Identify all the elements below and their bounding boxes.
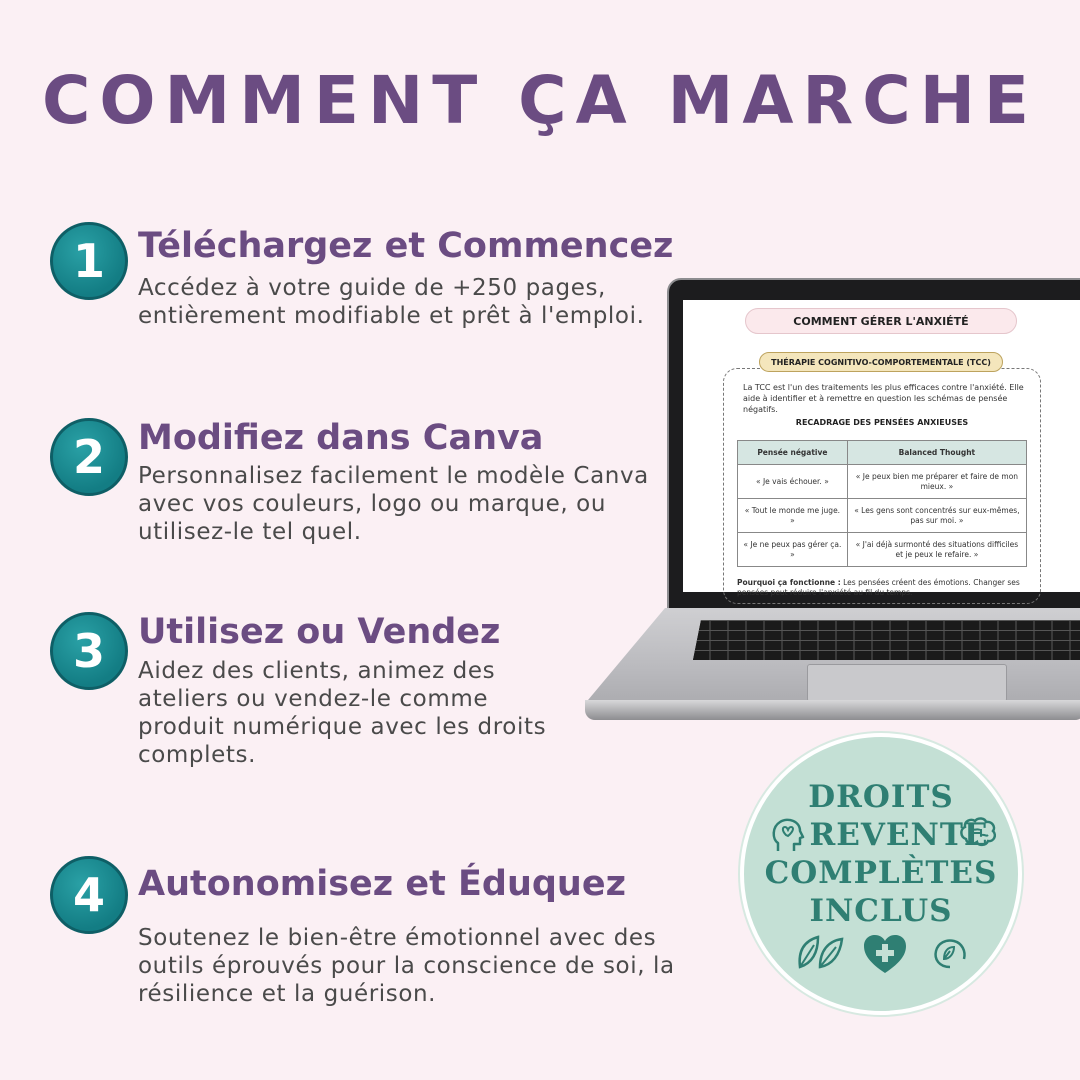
badge-line: INCLUS (809, 893, 953, 929)
step-description: Soutenez le bien-être émotionnel avec des outils éprouvés pour la conscience de soi, la résilience et la guérison. (138, 925, 675, 1007)
badge-line: REVENTE (809, 817, 989, 853)
laptop-keyboard (693, 620, 1080, 660)
sprout-icon (930, 933, 970, 973)
badge-line: COMPLÈTES (764, 855, 998, 891)
step-number-badge: 3 (50, 612, 128, 690)
step-description: Accédez à votre guide de +250 pages, entièrement modifiable et prêt à l'emploi. (138, 275, 645, 329)
step-title: Autonomisez et Éduquez (138, 864, 626, 904)
step-description: Personnalisez facilement le modèle Canva avec vos couleurs, logo ou marque, ou utilisez-le tel quel. (138, 463, 649, 545)
table-header: Pensée négative (738, 441, 848, 465)
step-description: Aidez des clients, animez des ateliers ou vendez-le comme produit numérique avec les droits complets. (138, 658, 547, 768)
head-heart-icon (768, 815, 808, 855)
step-title: Téléchargez et Commencez (138, 226, 674, 266)
table-row (738, 465, 1027, 499)
table-cell: « Je vais échouer. » (738, 465, 848, 499)
document-heading: COMMENT GÉRER L'ANXIÉTÉ (745, 308, 1017, 334)
table-row (738, 533, 1027, 567)
document-footer (737, 578, 1037, 598)
step-number-badge: 4 (50, 856, 128, 934)
laptop-lid (667, 278, 1080, 616)
document-intro: La TCC est l'un des traitements les plus efficaces contre l'anxiété. Elle aide à identifier et à remettre en question les schémas de pensée négatifs. (743, 383, 1024, 414)
brain-icon (958, 815, 998, 849)
step-title: Modifiez dans Canva (138, 418, 544, 458)
resale-rights-badge (740, 733, 1022, 1015)
table-row (738, 499, 1027, 533)
leaves-icon (794, 927, 846, 971)
page-title: COMMENT ÇA MARCHE (41, 62, 1039, 139)
laptop-base-edge (585, 700, 1080, 720)
table-header: Balanced Thought (847, 441, 1026, 465)
document-tag: THÉRAPIE COGNITIVO-COMPORTEMENTALE (TCC) (759, 352, 1003, 372)
table-cell: « Je peux bien me préparer et faire de mon mieux. » (847, 465, 1026, 499)
step-title: Utilisez ou Vendez (138, 612, 501, 652)
laptop-trackpad (807, 664, 1007, 702)
table-cell: « J'ai déjà surmonté des situations difficiles et je peux le refaire. » (847, 533, 1026, 567)
table-cell: « Tout le monde me juge. » (738, 499, 848, 533)
document-footer-label: Pourquoi ça fonctionne : (737, 578, 841, 587)
reframing-table (737, 440, 1027, 567)
laptop-mockup (585, 278, 1080, 723)
step-number-badge: 1 (50, 222, 128, 300)
table-cell: « Je ne peux pas gérer ça. » (738, 533, 848, 567)
heart-cross-icon (862, 933, 908, 975)
table-header-row (738, 441, 1027, 465)
document-subheading: RECADRAGE DES PENSÉES ANXIEUSES (795, 418, 969, 427)
document-footer-text: Les pensées créent des émotions. Changer ses pensées peut réduire l'anxiété au fil du temps. (737, 578, 1020, 597)
laptop-screen (683, 300, 1080, 597)
badge-line: DROITS (808, 779, 954, 815)
table-cell: « Les gens sont concentrés sur eux-mêmes, pas sur moi. » (847, 499, 1026, 533)
step-number-badge: 2 (50, 418, 128, 496)
